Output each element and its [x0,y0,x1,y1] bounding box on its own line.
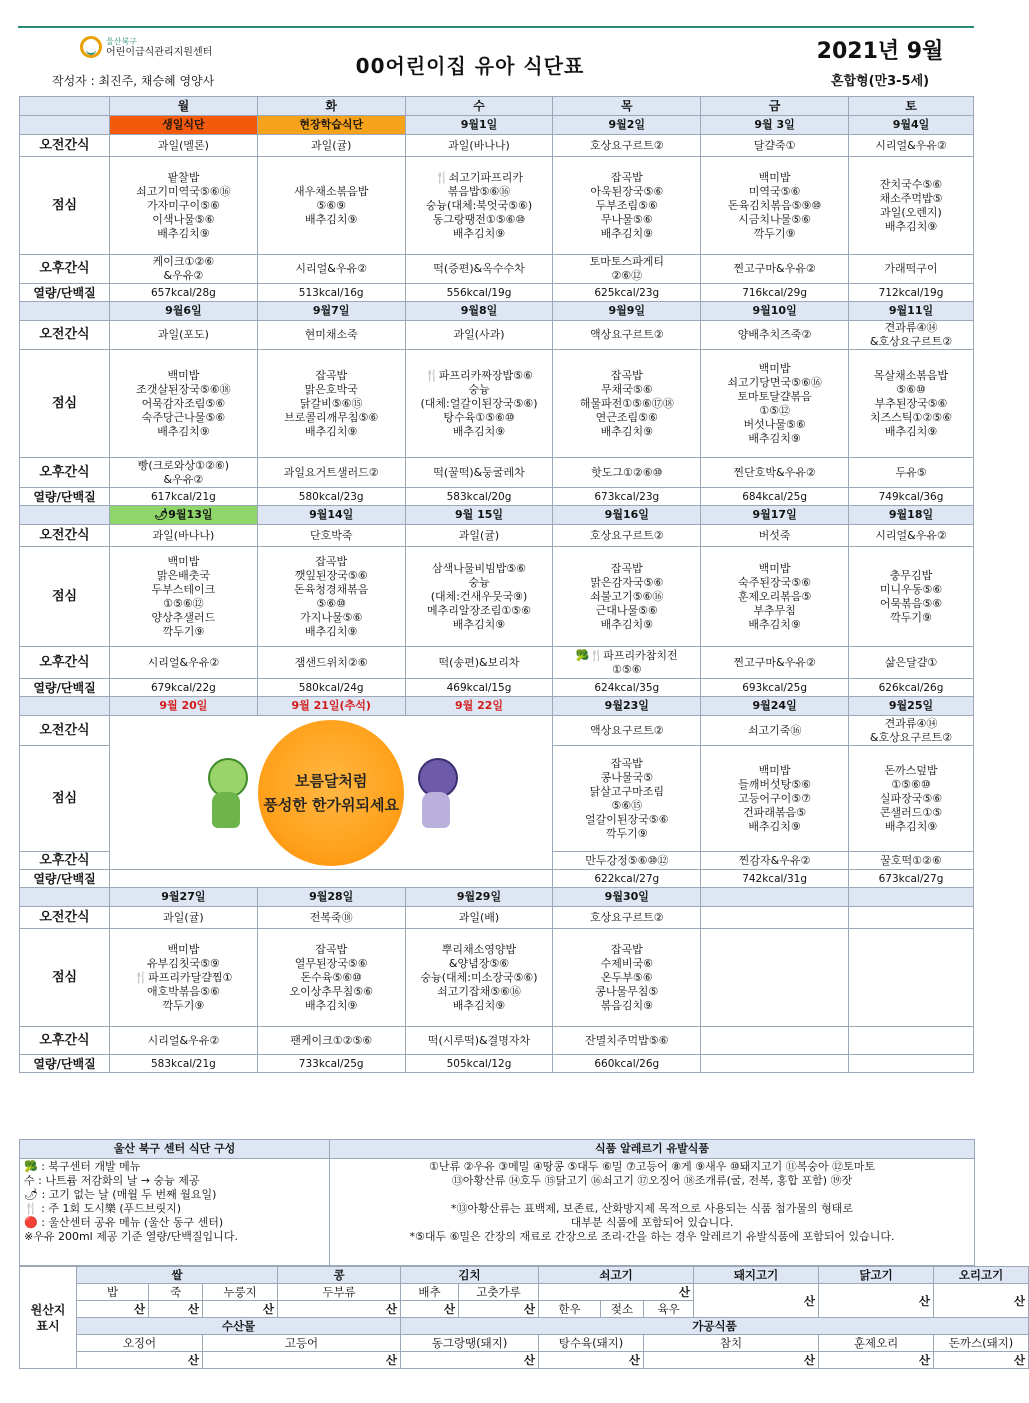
afternoon-cell: 삶은달걀① [849,647,974,679]
top-divider [18,26,974,28]
origin-value: 산 [539,1352,644,1369]
afternoon-label: 오후간식 [20,852,110,870]
center-legend-line: 🌶 : 고기 없는 날 (매월 두 번째 월요일) [24,1188,217,1201]
origin-value: 산 [203,1301,278,1318]
lunch-cell: 충무김밥 미니우동⑤⑥ 어묵볶음⑤⑥ 깍두기⑨ [849,547,974,647]
afternoon-cell: 케이크①②⑥ &우유② [110,255,258,284]
date-cell: 9월10일 [701,302,849,321]
afternoon-cell: 핫도그①②⑥⑩ [553,458,701,488]
lunch-label: 점심 [20,746,110,852]
origin-value: 산 [149,1301,203,1318]
origin-value: 산 [77,1301,149,1318]
kcal-cell [849,1055,974,1073]
morning-cell: 과일(귤) [405,525,553,547]
lunch-label: 점심 [20,547,110,647]
kcal-cell: 505kcal/12g [405,1055,553,1073]
kcal-cell: 693kcal/25g [701,679,849,697]
kcal-cell: 513kcal/16g [257,284,405,302]
date-cell: 9월2일 [553,116,701,135]
date-cell: 9월 20일 [110,697,258,716]
morning-cell: 전복죽⑱ [257,907,405,929]
date-cell [849,888,974,907]
afternoon-cell: 떡(꿀떡)&둥굴레차 [405,458,553,488]
morning-cell [849,907,974,929]
day-header: 수 [405,97,553,116]
afternoon-cell: 팬케이크①②⑤⑥ [257,1027,405,1055]
lunch-cell: 잡곡밥 맑은호박국 닭갈비⑤⑥⑮ 브로콜리깨무침⑤⑥ 배추김치⑨ [257,350,405,458]
holiday-line: 풍성한 한가위되세요 [263,795,399,814]
lunch-cell: 백미밥 유부김칫국⑤⑨ 🍴파프리카달걀찜① 애호박볶음⑤⑥ 깍두기⑨ [110,929,258,1027]
date-row-label [20,506,110,525]
lunch-label: 점심 [20,929,110,1027]
origin-table [19,1266,1029,1369]
date-row-label [20,116,110,135]
center-legend-line: 🔴 : 울산센터 공유 메뉴 (울산 동구 센터) [24,1216,224,1229]
afternoon-cell: 떡(증편)&옥수수차 [405,255,553,284]
afternoon-cell: 꿀호떡①②⑥ [849,852,974,870]
origin-item: 죽 [149,1284,203,1301]
lunch-label: 점심 [20,350,110,458]
lunch-cell: 목살채소볶음밥 ⑤⑥⑩ 부추된장국⑤⑥ 치즈스틱①②⑤⑥ 배추김치⑨ [849,350,974,458]
morning-cell [701,907,849,929]
kcal-cell: 622kcal/27g [553,870,701,888]
morning-cell: 견과류④⑭ &호상요구르트② [849,321,974,350]
afternoon-cell: 잼샌드위치②⑥ [257,647,405,679]
morning-label: 오전간식 [20,321,110,350]
morning-cell: 버섯죽 [701,525,849,547]
kcal-cell: 657kcal/28g [110,284,258,302]
morning-cell: 견과류④⑭ &호상요구르트② [849,716,974,746]
blueberry-character-icon [412,748,460,838]
morning-cell: 단호박죽 [257,525,405,547]
morning-cell: 과일(사과) [405,321,553,350]
morning-cell: 호상요구르트② [553,135,701,157]
logo-small-text: 울산북구 [106,37,137,46]
origin-item: 두부류 [278,1284,401,1301]
origin-item: 오징어 [77,1335,203,1352]
afternoon-cell: 찐고구마&우유② [701,647,849,679]
lunch-cell: 🍴파프리카짜장밥⑤⑥ 숭늉 (대체:얼갈이된장국⑤⑥) 탕수육①⑤⑥⑩ 배추김치⑨ [405,350,553,458]
day-header: 화 [257,97,405,116]
morning-cell: 과일(바나나) [110,525,258,547]
kcal-label: 열량/단백질 [20,1055,110,1073]
lunch-cell: 백미밥 맑은배춧국 두부스테이크 ①⑤⑥⑫ 양상추샐러드 깍두기⑨ [110,547,258,647]
date-cell: 9월30일 [553,888,701,907]
date-cell: 9월8일 [405,302,553,321]
lunch-cell: 잡곡밥 무채국⑤⑥ 해물파전①⑤⑥⑰⑱ 연근조림⑤⑥ 배추김치⑨ [553,350,701,458]
afternoon-cell: 잔멸치주먹밥⑤⑥ [553,1027,701,1055]
kcal-cell: 684kcal/25g [701,488,849,506]
kcal-cell: 742kcal/31g [701,870,849,888]
date-cell: 9월7일 [257,302,405,321]
day-header: 목 [553,97,701,116]
lunch-cell: 잡곡밥 열무된장국⑤⑥ 돈수육⑤⑥⑩ 오이상추무침⑤⑥ 배추김치⑨ [257,929,405,1027]
allergy-line: 대부분 식품에 포함되어 있습니다. [570,1216,734,1229]
empty-cell [110,870,553,888]
lunch-cell: 삼색나물비빔밥⑤⑥ 숭늉 (대체:건새우뭇국⑨) 메추리알장조림①⑤⑥ 배추김치⑨ [405,547,553,647]
morning-cell: 호상요구르트② [553,525,701,547]
lunch-cell: 뿌리채소영양밥 &양념장⑤⑥ 숭늉(대체:미소장국⑤⑥) 쇠고기잡채⑤⑥⑯ 배추김치⑨ [405,929,553,1027]
morning-label: 오전간식 [20,907,110,929]
afternoon-cell [849,1027,974,1055]
origin-item: 배추 [401,1284,459,1301]
origin-item: 탕수육(돼지) [539,1335,644,1352]
origin-cat-seafood: 수산물 [77,1318,401,1335]
date-cell: 9월29일 [405,888,553,907]
kcal-cell: 673kcal/23g [553,488,701,506]
origin-value: 산 [401,1301,459,1318]
menu-table [19,96,974,1073]
allergy-title: 식품 알레르기 유발식품 [330,1140,975,1159]
origin-cat-rice: 쌀 [77,1267,278,1284]
kcal-cell: 583kcal/20g [405,488,553,506]
kcal-cell: 660kcal/26g [553,1055,701,1073]
lunch-cell: 백미밥 조갯살된장국⑤⑥⑱ 어묵감자조림⑤⑥ 숙주당근나물⑤⑥ 배추김치⑨ [110,350,258,458]
center-legend [20,1159,330,1266]
origin-cat-duck: 오리고기 [934,1267,1029,1284]
date-cell [701,888,849,907]
lunch-cell: 🍴쇠고기파프리카 볶음밥⑤⑥⑯ 숭늉(대체:북엇국⑤⑥) 동그랑땡전①⑤⑥⑩ 배추김치⑨ [405,157,553,255]
date-cell: 9월 22일 [405,697,553,716]
morning-cell: 양배추치즈죽② [701,321,849,350]
afternoon-cell: 🥦🍴파프리카참치전 ①⑤⑥ [553,647,701,679]
afternoon-cell: 떡(시루떡)&결명자차 [405,1027,553,1055]
date-row-label [20,302,110,321]
origin-value: 산 [934,1352,1029,1369]
date-row-label [20,888,110,907]
center-legend-line: 🥦 : 북구센터 개발 메뉴 [24,1160,141,1173]
origin-value: 산 [77,1352,203,1369]
date-cell: 9월24일 [701,697,849,716]
origin-side-label: 원산지 표시 [20,1267,77,1369]
lunch-label: 점심 [20,157,110,255]
kcal-cell: 625kcal/23g [553,284,701,302]
afternoon-cell: 시리얼&우유② [110,647,258,679]
allergy-legend [330,1159,975,1266]
origin-cat-kimchi: 김치 [401,1267,539,1284]
afternoon-cell: 찐고구마&우유② [701,255,849,284]
lunch-cell: 백미밥 쇠고기당면국⑤⑥⑯ 토마토달걀볶음 ①⑤⑫ 버섯나물⑤⑥ 배추김치⑨ [701,350,849,458]
afternoon-label: 오후간식 [20,458,110,488]
origin-item: 동그랑땡(돼지) [401,1335,539,1352]
center-legend-line: ※우유 200ml 제공 기준 열량/단백질입니다. [24,1230,238,1243]
date-row-label [20,697,110,716]
origin-value: 산 [203,1352,401,1369]
origin-value: 산 [401,1352,539,1369]
kcal-cell: 712kcal/19g [849,284,974,302]
kcal-cell: 673kcal/27g [849,870,974,888]
date-cell: 생일식단 [110,116,258,135]
origin-cat-pork: 돼지고기 [694,1267,819,1284]
origin-beef-header: 산 [539,1284,694,1301]
morning-label: 오전간식 [20,525,110,547]
origin-beef-grade: 젖소 [601,1301,644,1318]
date-cell: 9월23일 [553,697,701,716]
kcal-cell: 716kcal/29g [701,284,849,302]
morning-label: 오전간식 [20,135,110,157]
lunch-cell: 백미밥 들깨버섯탕⑤⑥ 고등어구이⑤⑦ 건파래볶음⑤ 배추김치⑨ [701,746,849,852]
date-cell: 9월25일 [849,697,974,716]
morning-label: 오전간식 [20,716,110,746]
origin-value: 산 [644,1352,819,1369]
header-corner [20,97,110,116]
smile-logo-icon [80,36,102,58]
allergy-line: ①난류 ②우유 ③메밀 ④땅콩 ⑤대두 ⑥밀 ⑦고등어 ⑧게 ⑨새우 ⑩돼지고기 ⑪복숭아 ⑫토마토 [429,1160,875,1173]
green-onion-character-icon [202,748,250,838]
origin-item: 누룽지 [203,1284,278,1301]
kcal-cell: 580kcal/23g [257,488,405,506]
afternoon-cell: 두유⑤ [849,458,974,488]
origin-beef-grade: 한우 [539,1301,601,1318]
day-header: 금 [701,97,849,116]
date-cell: 현장학습식단 [257,116,405,135]
center-legend-line: 수 : 나트륨 저감화의 날 → 숭늉 제공 [24,1174,200,1187]
allergy-line: *⑤대두 ⑥밀은 간장의 재료로 간장으로 조리·간을 하는 경우 알레르기 유발식품에 포함되어 있습니다. [409,1230,895,1243]
logo-name: 어린이급식관리지원센터 [106,47,213,58]
kcal-cell: 583kcal/21g [110,1055,258,1073]
lunch-cell: 잡곡밥 수제비국⑥ 온두부⑤⑥ 콩나물무침⑤ 볶음김치⑨ [553,929,701,1027]
info-table [19,1139,975,1266]
afternoon-cell: 떡(송편)&보리차 [405,647,553,679]
origin-item: 훈제오리 [819,1335,934,1352]
kcal-cell: 556kcal/19g [405,284,553,302]
kcal-cell: 749kcal/36g [849,488,974,506]
date-cell: 9월 15일 [405,506,553,525]
morning-cell: 쇠고기죽⑯ [701,716,849,746]
age-group: 혼합형(만3-5세) [830,74,930,89]
afternoon-cell: 만두강정⑤⑥⑩⑫ [553,852,701,870]
afternoon-cell: 과일요거트샐러드② [257,458,405,488]
holiday-banner [110,716,553,870]
kcal-cell [701,1055,849,1073]
lunch-cell: 백미밥 숙주된장국⑤⑥ 훈제오리볶음⑤ 부추무침 배추김치⑨ [701,547,849,647]
afternoon-label: 오후간식 [20,1027,110,1055]
origin-value: 산 [459,1301,539,1318]
lunch-cell [701,929,849,1027]
origin-item: 밥 [77,1284,149,1301]
morning-cell: 액상요구르트② [553,716,701,746]
date-cell: 9월 21일(추석) [257,697,405,716]
lunch-cell: 백미밥 미역국⑤⑥ 돈육김치볶음⑤⑨⑩ 시금치나물⑤⑥ 깍두기⑨ [701,157,849,255]
kcal-label: 열량/단백질 [20,284,110,302]
origin-chicken-value: 산 [819,1284,934,1318]
day-header: 토 [849,97,974,116]
morning-cell: 달걀죽① [701,135,849,157]
center-legend-line: 🍴 : 주 1회 도시樂 (푸드브릿지) [24,1202,182,1215]
origin-cat-chicken: 닭고기 [819,1267,934,1284]
holiday-line: 보름달처럼 [294,771,368,790]
afternoon-cell: 찐감자&우유② [701,852,849,870]
lunch-cell: 팥찰밥 쇠고기미역국⑤⑥⑯ 가자미구이⑤⑥ 이색나물⑤⑥ 배추김치⑨ [110,157,258,255]
date-cell: 9월18일 [849,506,974,525]
kcal-cell: 626kcal/26g [849,679,974,697]
date-cell: 9월4일 [849,116,974,135]
allergy-line: *⑬아황산류는 표백제, 보존료, 산화방지제 목적으로 사용되는 식품 첨가물의 형태로 [450,1202,854,1215]
lunch-cell: 잡곡밥 깻잎된장국⑤⑥ 돈육청경채볶음 ⑤⑥⑩ 가지나물⑤⑥ 배추김치⑨ [257,547,405,647]
kcal-cell: 733kcal/25g [257,1055,405,1073]
date-cell: 9월14일 [257,506,405,525]
date-cell: 🌶9월13일 [110,506,258,525]
lunch-cell: 잡곡밥 아욱된장국⑤⑥ 두부조림⑤⑥ 무나물⑤⑥ 배추김치⑨ [553,157,701,255]
center-logo [80,36,212,58]
kcal-label: 열량/단백질 [20,679,110,697]
lunch-cell: 잔치국수⑤⑥ 채소주먹밥⑤ 과일(오렌지) 배추김치⑨ [849,157,974,255]
date-cell: 9월9일 [553,302,701,321]
morning-cell: 액상요구르트② [553,321,701,350]
afternoon-cell: 가래떡구이 [849,255,974,284]
origin-value: 산 [278,1301,401,1318]
kcal-cell: 617kcal/21g [110,488,258,506]
lunch-cell: 돈까스덮밥 ①⑤⑥⑩ 실파장국⑤⑥ 콘샐러드①⑤ 배추김치⑨ [849,746,974,852]
date-cell: 9월28일 [257,888,405,907]
allergy-line: ⑬아황산류 ⑭호두 ⑮닭고기 ⑯쇠고기 ⑰오징어 ⑱조개류(굴, 전복, 홍합 포함) ⑲잣 [451,1174,853,1187]
date-cell: 9월 3일 [701,116,849,135]
afternoon-cell: 시리얼&우유② [110,1027,258,1055]
afternoon-cell: 빵(크로와상①②⑥) &우유② [110,458,258,488]
morning-cell: 호상요구르트② [553,907,701,929]
origin-value: 산 [819,1352,934,1369]
origin-duck-value: 산 [934,1284,1029,1318]
allergy-line [334,1188,970,1202]
date-cell: 9월17일 [701,506,849,525]
kcal-cell: 580kcal/24g [257,679,405,697]
center-menu-title: 울산 북구 센터 식단 구성 [20,1140,330,1159]
date-cell: 9월27일 [110,888,258,907]
kcal-cell: 469kcal/15g [405,679,553,697]
morning-cell: 현미채소죽 [257,321,405,350]
afternoon-cell: 시리얼&우유② [257,255,405,284]
lunch-cell: 잡곡밥 맑은감자국⑤⑥ 쇠불고기⑤⑥⑯ 근대나물⑤⑥ 배추김치⑨ [553,547,701,647]
date-cell: 9월6일 [110,302,258,321]
page-title: 00어린이집 유아 식단표 [355,54,585,78]
lunch-cell: 잡곡밥 콩나물국⑤ 닭살고구마조림 ⑤⑥⑮ 얼갈이된장국⑤⑥ 깍두기⑨ [553,746,701,852]
morning-cell: 과일(포도) [110,321,258,350]
morning-cell: 과일(귤) [110,907,258,929]
lunch-cell [849,929,974,1027]
morning-cell: 과일(바나나) [405,135,553,157]
kcal-cell: 679kcal/22g [110,679,258,697]
kcal-cell: 624kcal/35g [553,679,701,697]
full-moon-icon [258,720,404,866]
morning-cell: 시리얼&우유② [849,135,974,157]
morning-cell: 과일(멜론) [110,135,258,157]
author: 작성자 : 최진주, 채승혜 영양사 [52,74,215,88]
afternoon-cell [701,1027,849,1055]
morning-cell: 과일(배) [405,907,553,929]
origin-beef-grade: 육우 [644,1301,694,1318]
afternoon-label: 오후간식 [20,255,110,284]
day-header: 월 [110,97,258,116]
date-cell: 9월11일 [849,302,974,321]
lunch-cell: 새우채소볶음밥 ⑤⑥⑨ 배추김치⑨ [257,157,405,255]
origin-cat-beef: 쇠고기 [539,1267,694,1284]
afternoon-cell: 찐단호박&우유② [701,458,849,488]
kcal-label: 열량/단백질 [20,870,110,888]
origin-cat-processed: 가공식품 [401,1318,1029,1335]
date-cell: 9월16일 [553,506,701,525]
menu-month: 2021년 9월 [816,39,944,64]
date-cell: 9월1일 [405,116,553,135]
origin-item: 고등어 [203,1335,401,1352]
origin-cat-bean: 콩 [278,1267,401,1284]
origin-item: 참치 [644,1335,819,1352]
origin-item: 고춧가루 [459,1284,539,1301]
afternoon-cell: 토마토스파게티 ②⑥⑫ [553,255,701,284]
morning-cell: 시리얼&우유② [849,525,974,547]
afternoon-label: 오후간식 [20,647,110,679]
origin-item: 돈까스(돼지) [934,1335,1029,1352]
origin-pork-value: 산 [694,1284,819,1318]
kcal-label: 열량/단백질 [20,488,110,506]
morning-cell: 과일(귤) [257,135,405,157]
